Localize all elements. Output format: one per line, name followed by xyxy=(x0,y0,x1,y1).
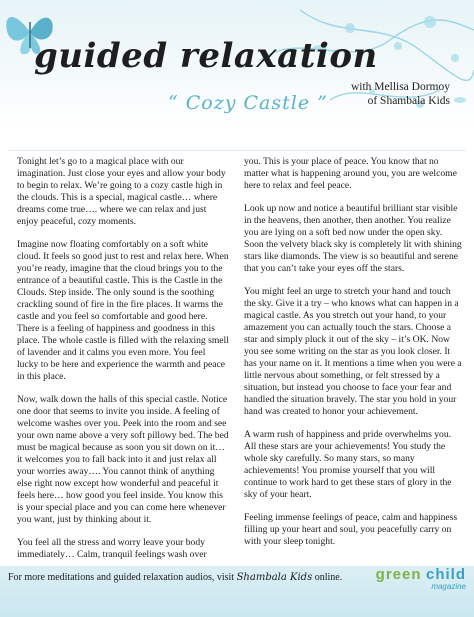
paragraph: Look up now and notice a beautiful brilliant star visible in the heavens, then another, then another. You realize you are lying on a soft bed now under the open sky. Soon the velvety black sky is completely lit with shining stars like diamonds. The view is so beautiful and serene that you can’t take your eyes off the stars. xyxy=(244,203,462,274)
article-subtitle: “ Cozy Castle ” xyxy=(168,92,328,114)
paragraph: Imagine now floating comfortably on a soft white cloud. It feels so good just to rest and relax here. When you’re ready, imagine that the cloud brings you to the entrance of a beautiful castle. This is the Castle in the Clouds. Step inside. The only sound is the soothing crackling sound of fire in the fire places. It warms the castle and you feel so comfortable and good here. There is a feeling of happiness and goodness in this place. The whole castle is filled with the relaxing smell of lavender and it calms you even more. You feel lucky to be here and experience the warmth and peace in this place. xyxy=(17,239,229,382)
logo-child-word: child xyxy=(425,566,466,583)
paragraph: You might feel an urge to stretch your hand and touch the sky. Give it a try – who knows what can happen in a magical castle. As you stretch out your hand, to your amazement you can actually touch the stars. Choose a star and simply pluck it out of the sky – it’s OK. Now you see some writing on the star as you look closer. It has your name on it. It mentions a time when you were a little nervous about something, or felt stressed by a situation, but instead you choose to face your fear and handled the situation bravely. The star you hold in your hand was created to honor your achievement. xyxy=(244,286,462,417)
paragraph: A warm rush of happiness and pride overwhelms you. All these stars are your achievements! You study the whole sky carefully. So many stars, so many achievements! You promise yourself that you will continue to work hard to get these stars of glory in the sky of your heart. xyxy=(244,429,452,500)
paragraph: Feeling immense feelings of peace, calm and happiness filling up your heart and soul, you peacefully carry on with your sleep tonight. xyxy=(244,512,458,547)
footer-text: For more meditations and guided relaxation audios, visit xyxy=(8,572,235,583)
left-column xyxy=(17,156,229,572)
right-column xyxy=(244,156,462,559)
byline-organization: of Shambala Kids xyxy=(367,95,450,107)
footer-suffix: online. xyxy=(314,572,343,583)
page-title: guided relaxation xyxy=(34,36,378,76)
green-child-logo xyxy=(376,566,466,591)
logo-magazine-word: magazine xyxy=(431,582,466,591)
logo-green-word: green xyxy=(375,566,422,583)
paragraph: Tonight let’s go to a magical place with our imagination. Just close your eyes and allow your body to begin to relax. We’re going to a cozy castle high in the clouds. This is a special, magical castle… where dreams come true…. where we can relax and just enjoy peaceful, cozy moments. xyxy=(17,156,226,227)
paragraph: you. This is your place of peace. You know that no matter what is happening around you, you are welcome here to relax and feel peace. xyxy=(244,156,457,191)
footer-brand-link[interactable]: Shambala Kids xyxy=(236,572,313,583)
paragraph: Now, walk down the halls of this special castle. Notice one door that seems to invite you inside. A feeling of welcome washes over you. Peek into the room and see your own name above a very soft pillowy bed. The bed must be magical because as soon you sit down on it… it welcomes you to fall back into it and just relax all your worries away…. You cannot think of anything else right now except how wonderful and peaceful it feels here… how good you feel inside. You know this is your special place and you can come here whenever you want, just by thinking about it. xyxy=(17,394,229,525)
author-byline xyxy=(351,80,450,108)
footer-note xyxy=(8,572,342,583)
byline-author: with Mellisa Dormoy xyxy=(350,81,450,93)
paragraph: You feel all the stress and worry leave your body immediately… Calm, tranquil feelings wash over xyxy=(17,537,207,560)
